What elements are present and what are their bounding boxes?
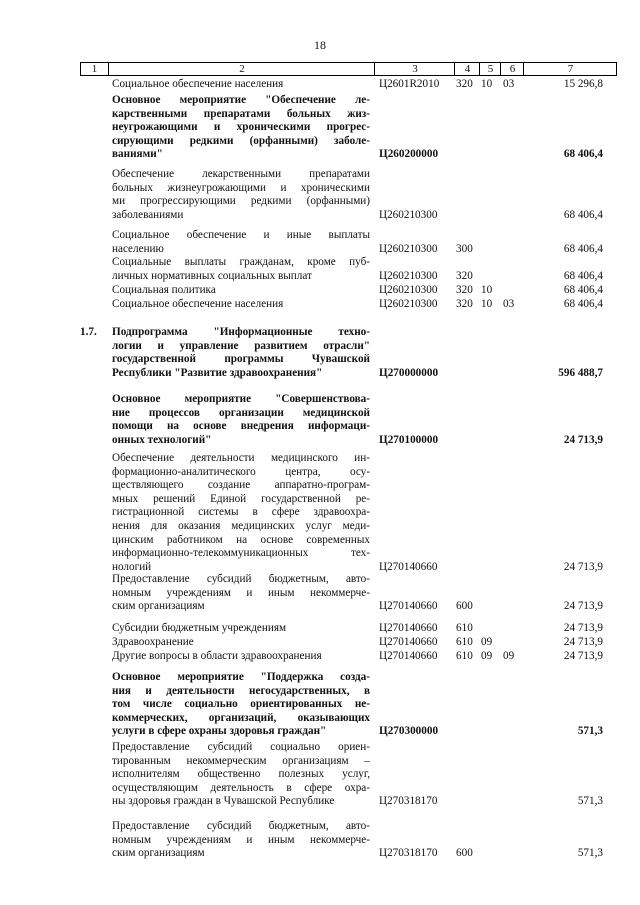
row-name	[112, 622, 370, 636]
row-code: Ц270318170	[379, 795, 438, 808]
row-c4: 600	[456, 847, 473, 860]
row-c5: 09	[481, 636, 493, 648]
row-amount: 68 406,4	[563, 269, 603, 282]
row-name-line: Предоставление субсидий бюджетным, авто-	[112, 573, 370, 585]
row-name-line: мных решений Единой государственной ре-	[112, 492, 370, 505]
row-name-line: сирующими редкими (орфанными) заболе-	[112, 134, 370, 147]
row-name-line: том числе социально ориентированных не-	[112, 698, 370, 711]
row-name-line: Основное мероприятие "Совершенствова-	[112, 393, 370, 405]
row-c4: 320	[456, 269, 473, 282]
row-name-line: ским организациям	[112, 847, 205, 860]
row-name-line: коммерческих, организаций, оказывающих	[112, 711, 370, 724]
row-name-line: больных жизнеугрожающими и хроническими	[112, 181, 370, 194]
row-code: Ц260210300	[379, 298, 438, 310]
row-name-line: Республики "Развитие здравоохранения"	[112, 366, 323, 379]
row-name-line: заболеваниями	[112, 208, 184, 221]
row-name-line: Субсидии бюджетным учреждениям	[112, 622, 287, 634]
row-c4: 300	[456, 242, 473, 255]
row-code: Ц2601R2010	[379, 78, 440, 90]
row-c5: 10	[481, 298, 493, 310]
row-amount: 68 406,4	[563, 148, 603, 161]
row-amount: 24 713,9	[563, 622, 603, 634]
row-code: Ц270140660	[379, 600, 438, 613]
row-name-line: ским организациям	[112, 600, 205, 613]
row-amount: 24 713,9	[563, 636, 603, 648]
row-amount: 68 406,4	[563, 242, 603, 255]
row-c4: 600	[456, 600, 473, 613]
row-code: Ц260210300	[379, 269, 438, 282]
row-name-line: Обеспечение лекарственными препаратами	[112, 168, 370, 180]
row-amount: 571,3	[577, 725, 603, 738]
header-col-2: 2	[108, 63, 375, 75]
row-c5: 10	[481, 284, 493, 296]
row-name	[112, 256, 370, 283]
row-c5: 09	[481, 650, 493, 662]
row-name	[112, 229, 370, 256]
row-c4: 320	[456, 298, 473, 310]
row-name-line: онных технологий"	[112, 433, 212, 446]
row-code: Ц270140660	[379, 622, 438, 634]
row-name-line: ваниями"	[112, 148, 163, 161]
row-name-line: Социальное обеспечение и иные выплаты	[112, 229, 370, 241]
table-header	[80, 62, 617, 76]
row-name-line: нологий	[112, 560, 152, 573]
row-name-line: формационно-аналитического центра, осу-	[112, 465, 370, 478]
row-name-line: Другие вопросы в области здравоохранения	[112, 650, 322, 662]
header-col-6: 6	[500, 63, 524, 75]
row-name-line: Подпрограмма "Информационные техно-	[112, 326, 370, 338]
row-name-line: гистрационной системы в сфере здравоохра-	[112, 506, 370, 519]
row-name-line: карственными препаратами больных жиз-	[112, 107, 370, 120]
row-amount: 571,3	[577, 795, 603, 808]
row-name	[112, 298, 370, 312]
row-amount: 24 713,9	[563, 433, 603, 446]
row-code: Ц270140660	[379, 636, 438, 648]
row-amount: 24 713,9	[563, 560, 603, 573]
row-code: Ц270000000	[379, 366, 439, 379]
row-c5: 10	[481, 78, 493, 90]
row-amount: 15 296,8	[563, 78, 603, 90]
row-amount: 24 713,9	[563, 600, 603, 613]
row-code: Ц260210300	[379, 284, 438, 296]
row-name-line: государственной программы Чувашской	[112, 353, 370, 366]
row-name-line: Социальное обеспечение населения	[112, 78, 284, 90]
row-name	[112, 393, 370, 447]
row-code: Ц260200000	[379, 148, 439, 161]
row-code: Ц270300000	[379, 725, 439, 738]
row-name-line: населению	[112, 242, 164, 255]
row-c6: 03	[503, 78, 515, 90]
row-name-line: Предоставление субсидий социально ориен-	[112, 741, 370, 753]
row-c4: 610	[456, 650, 473, 662]
row-name-line: ния и деятельности негосударственных, в	[112, 684, 370, 697]
section-number: 1.7.	[80, 326, 97, 338]
row-code: Ц260210300	[379, 242, 438, 255]
row-name-line: Основное мероприятие "Обеспечение ле-	[112, 94, 370, 106]
header-col-4: 4	[454, 63, 480, 75]
row-amount: 68 406,4	[563, 284, 603, 296]
row-name-line: номным учреждениям и иным некоммерче-	[112, 586, 370, 599]
header-col-5: 5	[479, 63, 501, 75]
row-name-line: тированным некоммерческим организациям –	[112, 754, 370, 767]
row-c4: 610	[456, 636, 473, 648]
row-name-line: цинским работником на основе современных	[112, 533, 370, 546]
row-name-line: логии и управление развитием отрасли"	[112, 339, 370, 352]
row-name-line: ми прогрессирующими редкими (орфанными)	[112, 195, 370, 208]
row-name-line: Предоставление субсидий бюджетным, авто-	[112, 820, 370, 832]
row-name	[112, 741, 370, 809]
row-name-line: ществляющего создание аппаратно-програм-	[112, 479, 370, 492]
row-code: Ц270100000	[379, 433, 439, 446]
row-name	[112, 168, 370, 222]
row-amount: 596 488,7	[558, 366, 603, 379]
row-name-line: Социальные выплаты гражданам, кроме пуб-	[112, 256, 370, 268]
row-amount: 24 713,9	[563, 650, 603, 662]
header-col-3: 3	[374, 63, 455, 75]
row-name-line: исполнителям общественно полезных услуг,	[112, 768, 370, 781]
row-name-line: номным учреждениям и иным некоммерче-	[112, 833, 370, 846]
row-name-line: Здравоохранение	[112, 636, 194, 648]
row-amount: 68 406,4	[563, 298, 603, 310]
page-number: 18	[314, 38, 326, 52]
row-code: Ц270140660	[379, 560, 438, 573]
row-name-line: ние процессов организации медицинской	[112, 406, 370, 419]
row-name	[112, 284, 370, 298]
row-name-line: неугрожающими и хроническими прогрес-	[112, 121, 370, 134]
row-name-line: Основное мероприятие "Поддержка созда-	[112, 671, 370, 683]
row-c6: 09	[503, 650, 515, 662]
row-c4: 320	[456, 284, 473, 296]
row-name-line: помощи на основе внедрения информаци-	[112, 420, 370, 433]
header-col-7: 7	[523, 63, 617, 75]
row-amount: 571,3	[577, 847, 603, 860]
row-name-line: нения для оказания медицинских услуг меди-	[112, 519, 370, 532]
row-name	[112, 650, 370, 664]
row-name-line: информационно-телекоммуникационных тех-	[112, 547, 370, 560]
row-name-line: Обеспечение деятельности медицинского ин-	[112, 452, 370, 464]
row-name	[112, 573, 370, 614]
row-name	[112, 78, 370, 92]
row-name	[112, 820, 370, 861]
row-name	[112, 452, 370, 574]
row-code: Ц270318170	[379, 847, 438, 860]
row-name-line: Социальная политика	[112, 284, 216, 296]
row-name	[112, 671, 370, 739]
row-c6: 03	[503, 298, 515, 310]
row-code: Ц260210300	[379, 208, 438, 221]
row-name-line: услуги в сфере охраны здоровья граждан"	[112, 725, 327, 738]
row-amount: 68 406,4	[563, 208, 603, 221]
row-c4: 610	[456, 622, 473, 634]
row-name-line: Социальное обеспечение населения	[112, 298, 284, 310]
row-name	[112, 94, 370, 162]
row-name	[112, 636, 370, 650]
row-code: Ц270140660	[379, 650, 438, 662]
row-name	[112, 326, 370, 380]
row-name-line: осуществляющим деятельность в сфере охра-	[112, 781, 370, 794]
row-c4: 320	[456, 78, 473, 90]
row-name-line: ны здоровья граждан в Чувашской Республике	[112, 795, 335, 808]
row-name-line: личных нормативных социальных выплат	[112, 269, 312, 282]
header-col-1: 1	[91, 63, 98, 75]
